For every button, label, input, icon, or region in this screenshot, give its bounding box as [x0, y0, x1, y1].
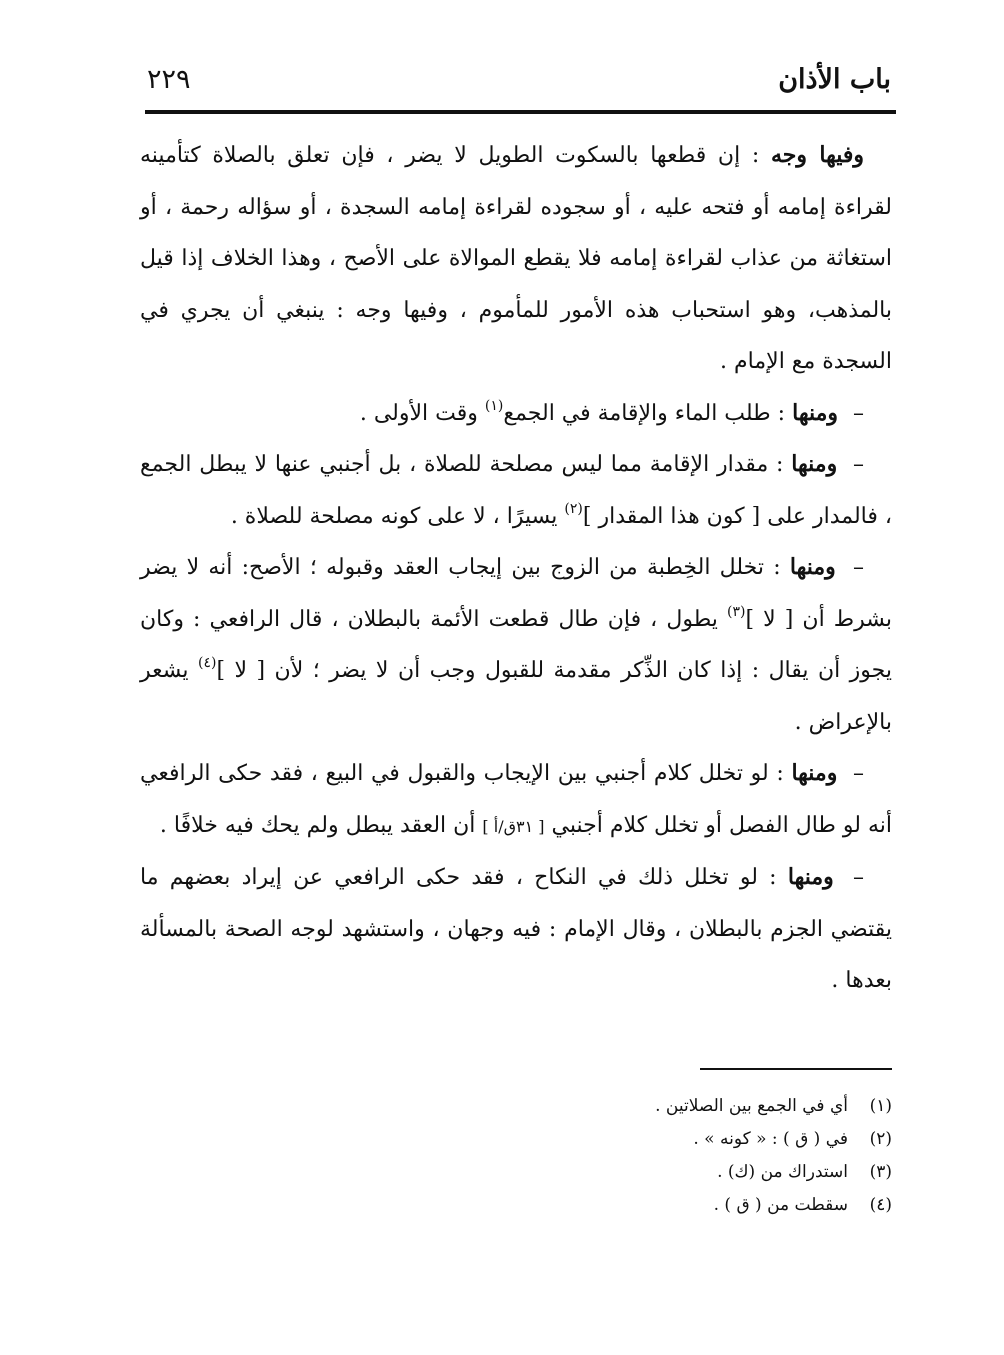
paragraph-5: [140, 748, 892, 852]
footnote-item: [400, 1156, 892, 1189]
paragraph-text: يشعر بالإعراض .: [140, 658, 892, 735]
paragraph-text: : تخلل الخِطبة من الزوج بين إيجاب العقد وقبوله ؛ الأصح: أنه لا يضر بشرط أن [ لا ]: [140, 555, 892, 632]
footnotes: [400, 1090, 892, 1222]
paragraph-text: : مقدار الإقامة مما ليس مصلحة للصلاة ، بل أجنبي عنها لا يبطل الجمع ، فالمدار على [ كون هذا المقدار ]: [140, 452, 892, 529]
footnote-item: [400, 1090, 892, 1123]
list-dash: –: [853, 452, 865, 477]
list-dash: –: [853, 555, 864, 580]
paragraph-6: [140, 852, 892, 1007]
paragraph-text: يسيرًا ، لا على كونه مصلحة للصلاة .: [230, 503, 558, 529]
paragraph-text: : طلب الماء والإقامة في الجمع: [503, 400, 786, 426]
footnote-ref: (٣): [726, 603, 746, 620]
paragraph-lead: ومنها: [789, 554, 836, 580]
paragraph-text: : لو تخلل كلام أجنبي بين الإيجاب والقبول في البيع ، فقد حكى الرافعي أنه لو طال الفصل أو تخلل كلام أجنبي: [140, 761, 892, 838]
page-number: ٢٢٩: [147, 64, 191, 95]
footnote-number: (٢): [869, 1129, 892, 1149]
footnote-item: [400, 1123, 892, 1156]
running-title: باب الأذان: [778, 64, 891, 95]
paragraph-text: : إن قطعها بالسكوت الطويل لا يضر ، فإن تعلق بالصلاة كتأمينه لقراءة إمامه أو فتحه عليه ، أو سجوده لقراءة إمامه السجدة ، أو سؤاله رحمة ، أو استغاثة من عذاب لقراءة إمامه فلا يقطع الموالاة على الأصح ، وهذا الخلاف إذا قيل بالمذهب، وهو استحباب هذه الأمور للمأموم ، وفيها وجه : ينبغي أن يجري في السجدة مع الإمام .: [140, 143, 892, 374]
paragraph-lead: ومنها: [791, 760, 838, 786]
paragraph-lead: ومنها: [792, 399, 838, 426]
footnote-divider: [700, 1068, 892, 1070]
list-dash: –: [853, 761, 864, 786]
footnote-text: استدراك من (ك) .: [717, 1162, 848, 1182]
paragraph-2: [140, 388, 892, 440]
footnote-ref: (٢): [564, 500, 583, 517]
paragraph-text: أن العقد يبطل ولم يحك فيه خلافًا .: [159, 812, 476, 838]
paragraph-text: وقت الأولى .: [359, 400, 478, 426]
footnote-ref: (١): [484, 397, 504, 414]
footnote-number: (٣): [869, 1162, 892, 1182]
paragraph-text: يطول ، فإن طال قطعت الأئمة بالبطلان ، قال الرافعي : وكان يجوز أن يقال : إذا كان الذِّكر مقدمة للقبول وجب أن لا يضر ؛ لأن [ لا ]: [140, 606, 892, 683]
list-dash: –: [853, 865, 865, 890]
header-rule: [145, 110, 896, 114]
footnote-number: (١): [869, 1096, 892, 1116]
paragraph-lead: وفيها وجه: [771, 142, 864, 168]
paragraph-lead: ومنها: [791, 451, 838, 477]
footnote-text: في ( ق ) : « كونه » .: [693, 1129, 848, 1149]
paragraph-4: [140, 542, 892, 748]
paragraph-text: : لو تخلل ذلك في النكاح ، فقد حكى الرافعي عن إيراد بعضهم ما يقتضي الجزم بالبطلان ، وقال الإمام : فيه وجهان ، واستشهد لوجه الصحة بالمسألة بعدها .: [140, 865, 892, 993]
footnote-text: أي في الجمع بين الصلاتين .: [655, 1096, 848, 1116]
folio-marker: [ ٣١ق/أ ]: [482, 816, 545, 836]
footnote-ref: (٤): [197, 655, 217, 671]
paragraph-lead: ومنها: [787, 864, 834, 890]
footnote-text: سقطت من ( ق ) .: [713, 1195, 848, 1215]
paragraph-1: [140, 130, 892, 388]
page-header: [145, 60, 893, 106]
paragraph-3: [140, 439, 892, 542]
footnote-number: (٤): [869, 1195, 892, 1215]
list-dash: –: [853, 400, 864, 426]
main-text: [140, 130, 892, 1007]
footnote-item: [400, 1189, 892, 1222]
